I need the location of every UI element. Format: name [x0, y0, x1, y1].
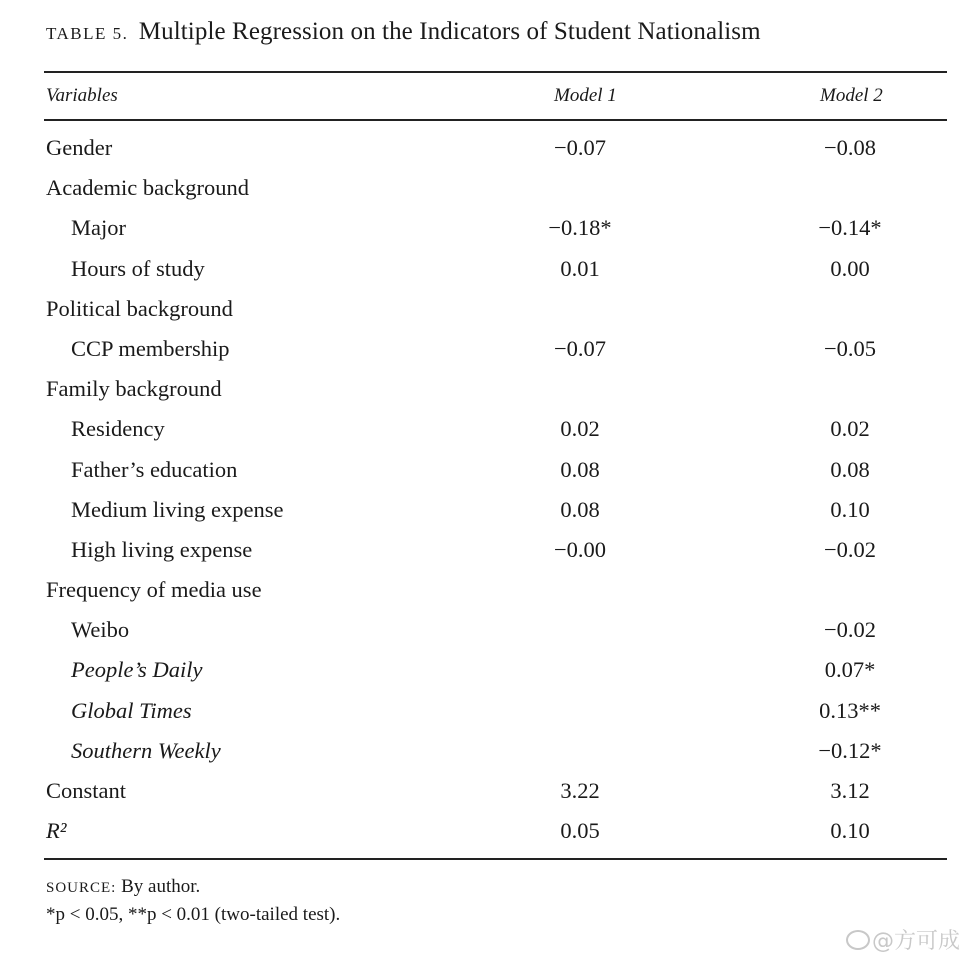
model-2-value: −0.14* [818, 215, 882, 241]
table-row [0, 372, 980, 412]
table-row [0, 453, 980, 493]
model-1-value: −0.07 [553, 335, 607, 361]
model-2-value: 0.08 [830, 456, 870, 482]
row-label: Major [71, 215, 126, 241]
significance-note: *p < 0.05, **p < 0.01 (two-tailed test). [46, 904, 341, 925]
table-row [0, 292, 980, 332]
model-1-value: 0.08 [560, 456, 600, 482]
model-2-value: −0.05 [823, 335, 877, 361]
model-2-value: −0.02 [823, 536, 877, 562]
table-row [0, 493, 980, 533]
model-2-value: 0.10 [830, 818, 870, 844]
watermark [846, 924, 960, 955]
row-label: Constant [46, 778, 127, 803]
table-title [46, 18, 761, 46]
model-2-value: −0.12* [818, 737, 882, 763]
table-title-text: Multiple Regression on the Indicators of Student Nationalism [138, 18, 761, 45]
group-label: Political background [46, 295, 233, 321]
model-2-value: 3.12 [830, 778, 870, 803]
row-label: Medium living expense [71, 496, 284, 522]
header-variables: Variables [46, 85, 118, 106]
model-1-value: −0.18* [548, 215, 612, 241]
table-body [0, 131, 980, 854]
table-row [0, 774, 980, 814]
model-1-value: 0.05 [560, 818, 600, 844]
row-label: Gender [46, 135, 113, 160]
model-2-value: 0.10 [830, 496, 870, 522]
table-row [0, 613, 980, 653]
group-label: Academic background [46, 175, 250, 201]
model-2-value: −0.02 [823, 617, 877, 643]
source-note [46, 876, 200, 898]
source-text: By author. [116, 876, 201, 897]
model-2-value: −0.08 [823, 135, 877, 160]
watermark-text: @方可成 [872, 929, 961, 954]
model-1-value: 0.02 [560, 416, 600, 442]
bottom-rule [44, 858, 947, 860]
header-model-1: Model 1 [554, 85, 617, 106]
table-row [0, 332, 980, 372]
table-row [0, 734, 980, 774]
row-label: Hours of study [71, 255, 205, 281]
table-row [0, 252, 980, 292]
row-label: R² [46, 818, 67, 844]
header-model-2: Model 2 [820, 85, 883, 106]
table-row [0, 171, 980, 211]
model-2-value: 0.07* [824, 657, 876, 683]
table-label: TABLE 5. [46, 24, 129, 43]
model-2-value: 0.02 [830, 416, 870, 442]
row-label: High living expense [71, 536, 253, 562]
table-row [0, 573, 980, 613]
model-2-value: 0.13** [819, 697, 881, 723]
group-label: Family background [46, 376, 222, 402]
model-2-value: 0.00 [830, 255, 870, 281]
table-row [0, 814, 980, 854]
row-label: Southern Weekly [71, 737, 221, 763]
row-label: Father’s education [71, 456, 238, 482]
row-label: Residency [71, 416, 165, 442]
group-label: Frequency of media use [46, 577, 262, 603]
top-rule [44, 71, 947, 73]
weibo-icon [846, 930, 870, 950]
table-row [0, 131, 980, 171]
header-rule [44, 119, 947, 121]
row-label: CCP membership [71, 335, 230, 361]
model-1-value: 3.22 [560, 778, 600, 803]
model-1-value: −0.00 [553, 536, 607, 562]
model-1-value: 0.08 [560, 496, 600, 522]
model-1-value: −0.07 [553, 135, 607, 160]
table-row [0, 412, 980, 452]
table-row [0, 211, 980, 251]
table-row [0, 694, 980, 734]
source-label: SOURCE: [46, 880, 117, 896]
table-row [0, 653, 980, 693]
model-1-value: 0.01 [560, 255, 600, 281]
row-label: Global Times [71, 697, 192, 723]
row-label: Weibo [71, 617, 130, 643]
table-row [0, 533, 980, 573]
row-label: People’s Daily [71, 657, 203, 683]
